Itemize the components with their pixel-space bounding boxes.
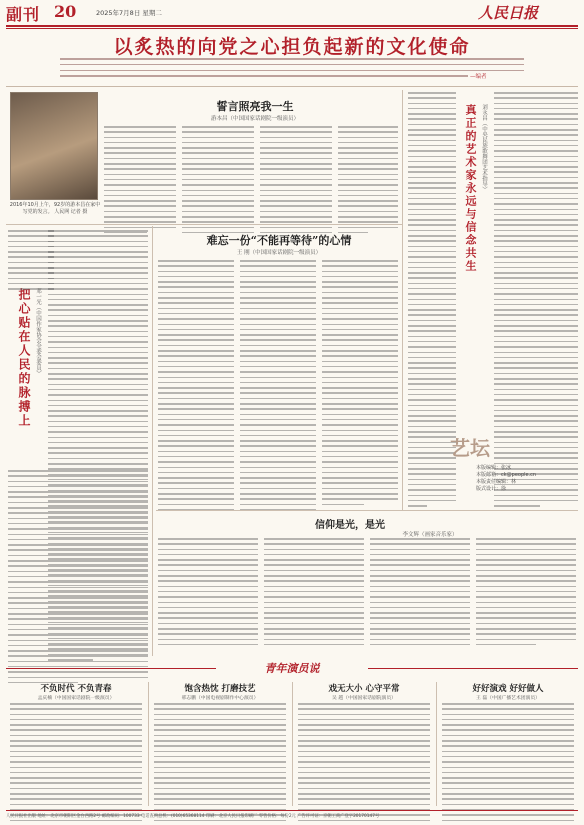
youth-item-byline: 邢志鹏（中国电视剧制作中心演员） [181, 696, 259, 701]
issue-date: 2025年7月8日 星期二 [96, 9, 162, 17]
article-body-vow-col2 [182, 126, 254, 237]
page-number: 20 [54, 2, 77, 21]
row-divider-faith [156, 510, 578, 511]
article-title-heart: 把心贴在人民的脉搏上 [17, 288, 31, 428]
article-body-art-col2 [494, 92, 578, 510]
youth-divider [436, 682, 437, 806]
editor-note-line: 版式设计：徐 [476, 486, 507, 492]
article-body-vow-col3 [260, 126, 332, 237]
publisher-footer: 人民日报社出版 地址：北京市朝阳区金台西路2号 邮政编码：100733 电话查询总机：(010)65368114 印刷：北京人民日报印刷厂 零售价格：每份2元 广告许可证：京朝工商广登字20170147号 [6, 814, 380, 819]
photo-caption: 2016年10月上午，92岁的游本昌在家中写党的发言。 人民网 记者 摄 [9, 202, 101, 215]
article-title-art: 真正的艺术家永远与信念共生 [464, 104, 477, 273]
article-byline-difficult: 王 刚（中国国家话剧院一级演员） [236, 250, 322, 256]
article-body-faith-col3 [370, 538, 470, 649]
article-title-faith: 信仰是光，是光 [315, 520, 385, 531]
youth-item-title: 好好演戏 好好做人 [472, 684, 544, 694]
article-byline-vow: 游本昌（中国国家话剧院一级演员） [210, 116, 299, 122]
article-byline-faith: 李文辉（画家音乐家） [402, 532, 458, 538]
article-body-faith-col1 [158, 538, 258, 649]
youth-item-title: 戏无大小 心守平常 [328, 684, 400, 694]
youth-divider [292, 682, 293, 806]
youth-divider [148, 682, 149, 806]
editor-note-line: 本版编辑：张冰 [476, 465, 512, 471]
article-byline-art: 刘永昌（中央民族歌舞团艺术指导） [481, 104, 487, 192]
masthead-rule-thin [6, 28, 578, 29]
youth-item-title: 不负时代 不负青春 [40, 684, 112, 694]
portrait-photo [10, 92, 98, 200]
editor-note-line: 本版责任编辑：林 [476, 479, 517, 485]
article-body-heart-bottom [8, 470, 148, 687]
editor-note-line: 本版邮箱：ck@people.cn [476, 472, 537, 478]
banner-rule-right [368, 668, 578, 669]
article-body-difficult-col2 [240, 260, 316, 514]
column-logo-yitan: 艺坛 [450, 436, 490, 460]
row-divider [6, 224, 402, 225]
editor-note [476, 465, 536, 493]
youth-item-body [154, 703, 286, 825]
article-byline-heart: 邓一光（中国作家协会全委会委员） [35, 288, 41, 376]
masthead-rule [6, 25, 578, 27]
page-headline: 以炙热的向党之心担负起新的文化使命 [113, 36, 471, 58]
masthead [0, 0, 584, 26]
newspaper-logo: 人民日报 [478, 4, 539, 22]
column-divider [402, 90, 403, 510]
article-body-difficult-col1 [158, 260, 234, 514]
footer-rule [6, 810, 578, 811]
youth-item-title: 饱含热忱 打磨技艺 [184, 684, 256, 694]
article-title-difficult: 难忘一份“不能再等待”的心情 [206, 234, 352, 247]
column-divider-left [152, 226, 153, 656]
section-name: 副刊 [6, 5, 41, 24]
article-body-vow-col1 [104, 126, 176, 237]
article-body-faith-col4 [476, 538, 576, 649]
youth-banner-title: 青年演员说 [264, 662, 320, 675]
youth-item-body [298, 703, 430, 825]
youth-item-body [442, 703, 574, 825]
youth-item-byline: 孟庆楠（中国国家话剧院一级演员） [37, 696, 115, 701]
intro-byline: —编者 [470, 74, 487, 80]
article-body-vow-col4 [338, 126, 398, 237]
article-body-difficult-col3 [322, 260, 398, 509]
youth-item-byline: 吴 越（中国国家话剧院演员） [332, 696, 396, 701]
banner-rule-left [6, 668, 216, 669]
article-body-faith-col2 [264, 538, 364, 649]
youth-item-body [10, 703, 142, 825]
article-title-vow: 誓言照亮我一生 [216, 100, 294, 113]
section-divider [6, 86, 578, 87]
youth-item-byline: 王 磊（中国广播艺术团演员） [476, 696, 540, 701]
article-body-art-col1 [408, 92, 456, 510]
editor-intro [60, 58, 524, 81]
